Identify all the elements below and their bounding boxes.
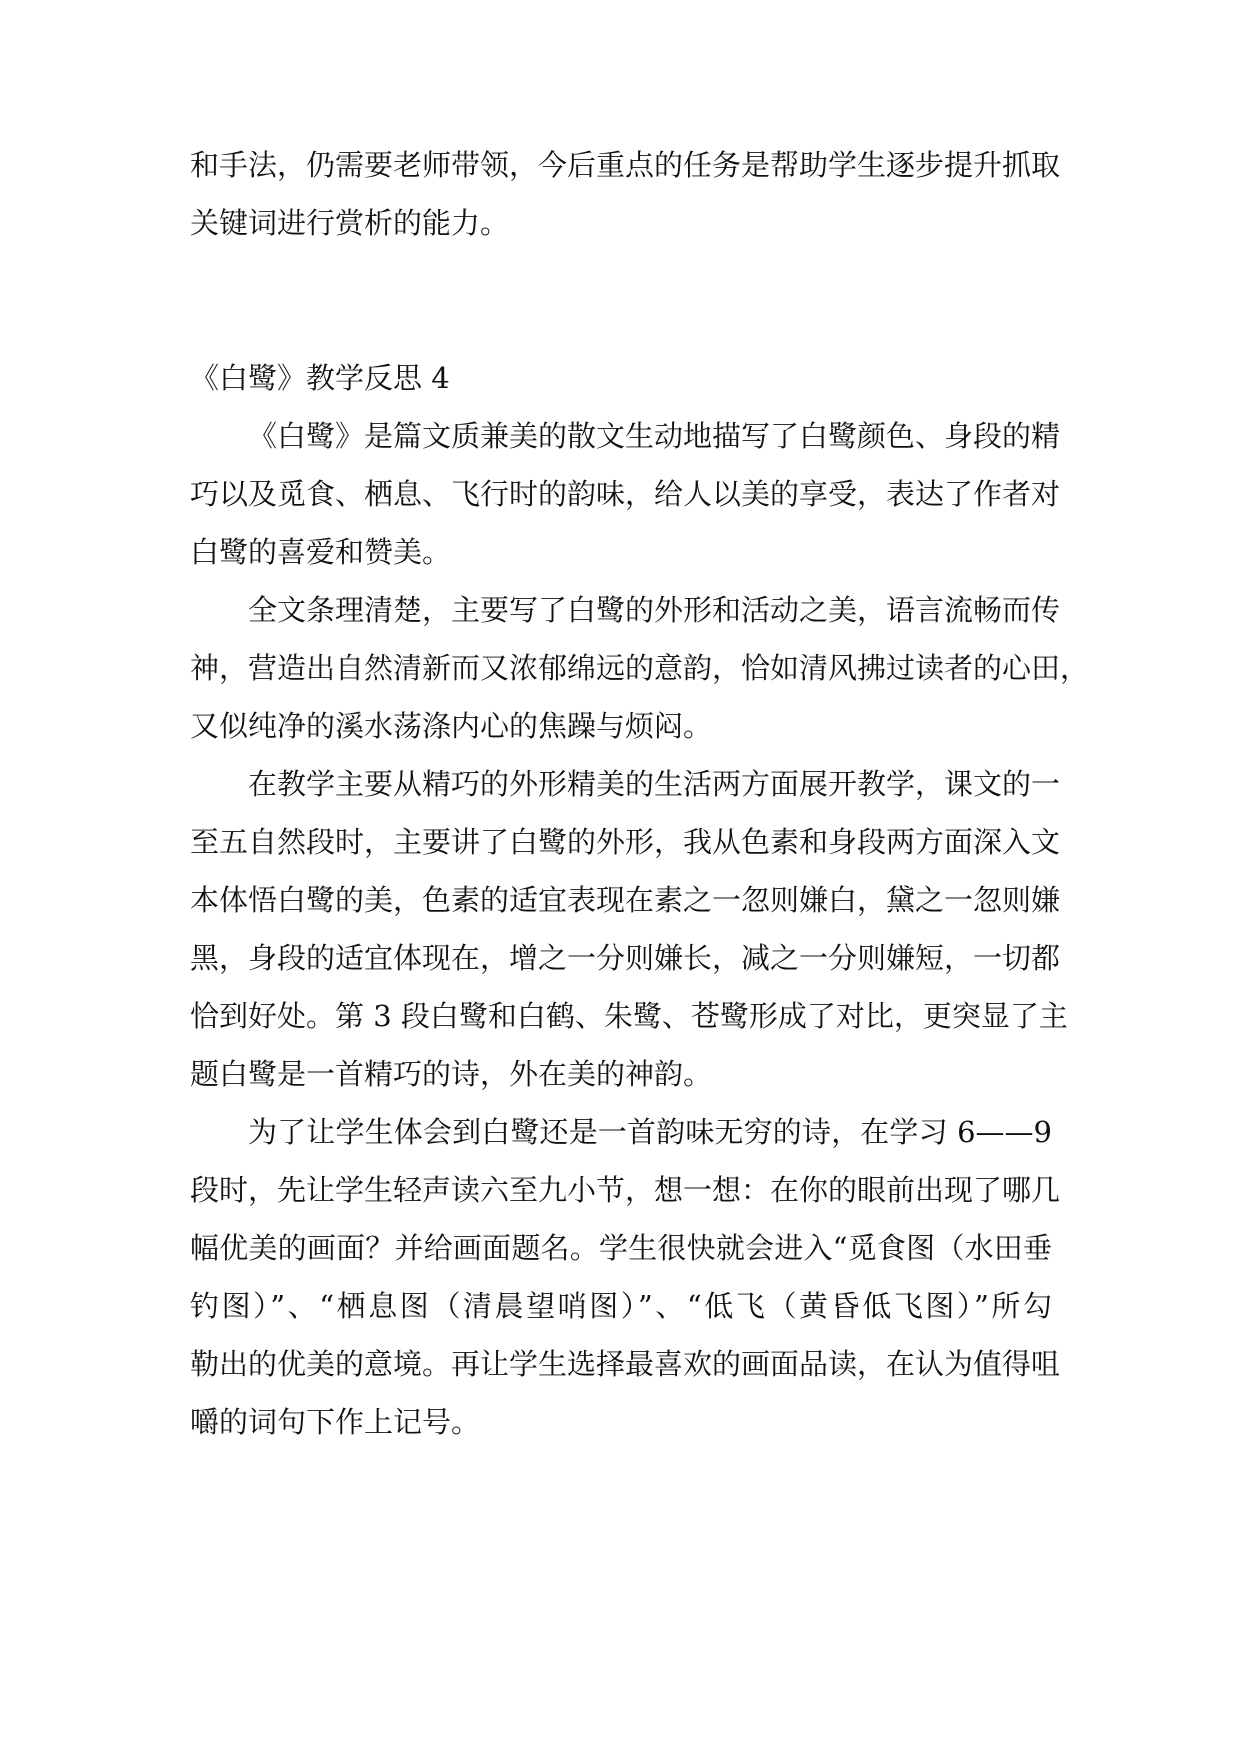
paragraph-line: 段时，先让学生轻声读六至九小节，想一想：在你的眼前出现了哪几 bbox=[190, 1173, 1061, 1207]
paragraph-line: 全文条理清楚，主要写了白鹭的外形和活动之美，语言流畅而传 bbox=[248, 593, 1061, 627]
paragraph-line: 钓图）”、“栖息图（清晨望哨图）”、“低飞（黄昏低飞图）”所勾 bbox=[190, 1289, 1052, 1323]
paragraph-line: 勒出的优美的意境。再让学生选择最喜欢的画面品读，在认为值得咀 bbox=[190, 1347, 1061, 1381]
paragraph-line: 白鹭的喜爱和赞美。 bbox=[190, 535, 452, 569]
paragraph-line: 又似纯净的溪水荡涤内心的焦躁与烦闷。 bbox=[190, 709, 713, 743]
paragraph-line: 本体悟白鹭的美，色素的适宜表现在素之一忽则嫌白，黛之一忽则嫌 bbox=[190, 883, 1061, 917]
paragraph-line: 巧以及觅食、栖息、飞行时的韵味，给人以美的享受，表达了作者对 bbox=[190, 477, 1061, 511]
text-line: 和手法，仍需要老师带领，今后重点的任务是帮助学生逐步提升抓取 bbox=[190, 148, 1061, 182]
paragraph-line: 神，营造出自然清新而又浓郁绵远的意韵，恰如清风拂过读者的心田， bbox=[190, 651, 1090, 685]
paragraph-line: 黑，身段的适宜体现在，增之一分则嫌长，减之一分则嫌短，一切都 bbox=[190, 941, 1061, 975]
paragraph-line: 在教学主要从精巧的外形精美的生活两方面展开教学，课文的一 bbox=[248, 767, 1061, 801]
section-title: 《白鹭》教学反思 4 bbox=[190, 361, 450, 395]
paragraph-line: 幅优美的画面？并给画面题名。学生很快就会进入“觅食图（水田垂 bbox=[190, 1231, 1052, 1265]
paragraph-line: 恰到好处。第 3 段白鹭和白鹤、朱鹭、苍鹭形成了对比，更突显了主 bbox=[190, 999, 1068, 1033]
paragraph-line: 题白鹭是一首精巧的诗，外在美的神韵。 bbox=[190, 1057, 713, 1091]
paragraph-line: 《白鹭》是篇文质兼美的散文生动地描写了白鹭颜色、身段的精 bbox=[248, 419, 1061, 453]
text-line: 关键词进行赏析的能力。 bbox=[190, 206, 510, 240]
paragraph-line: 嚼的词句下作上记号。 bbox=[190, 1405, 481, 1439]
paragraph-line: 为了让学生体会到白鹭还是一首韵味无穷的诗，在学习 6——9 bbox=[248, 1115, 1052, 1149]
paragraph-line: 至五自然段时，主要讲了白鹭的外形，我从色素和身段两方面深入文 bbox=[190, 825, 1061, 859]
